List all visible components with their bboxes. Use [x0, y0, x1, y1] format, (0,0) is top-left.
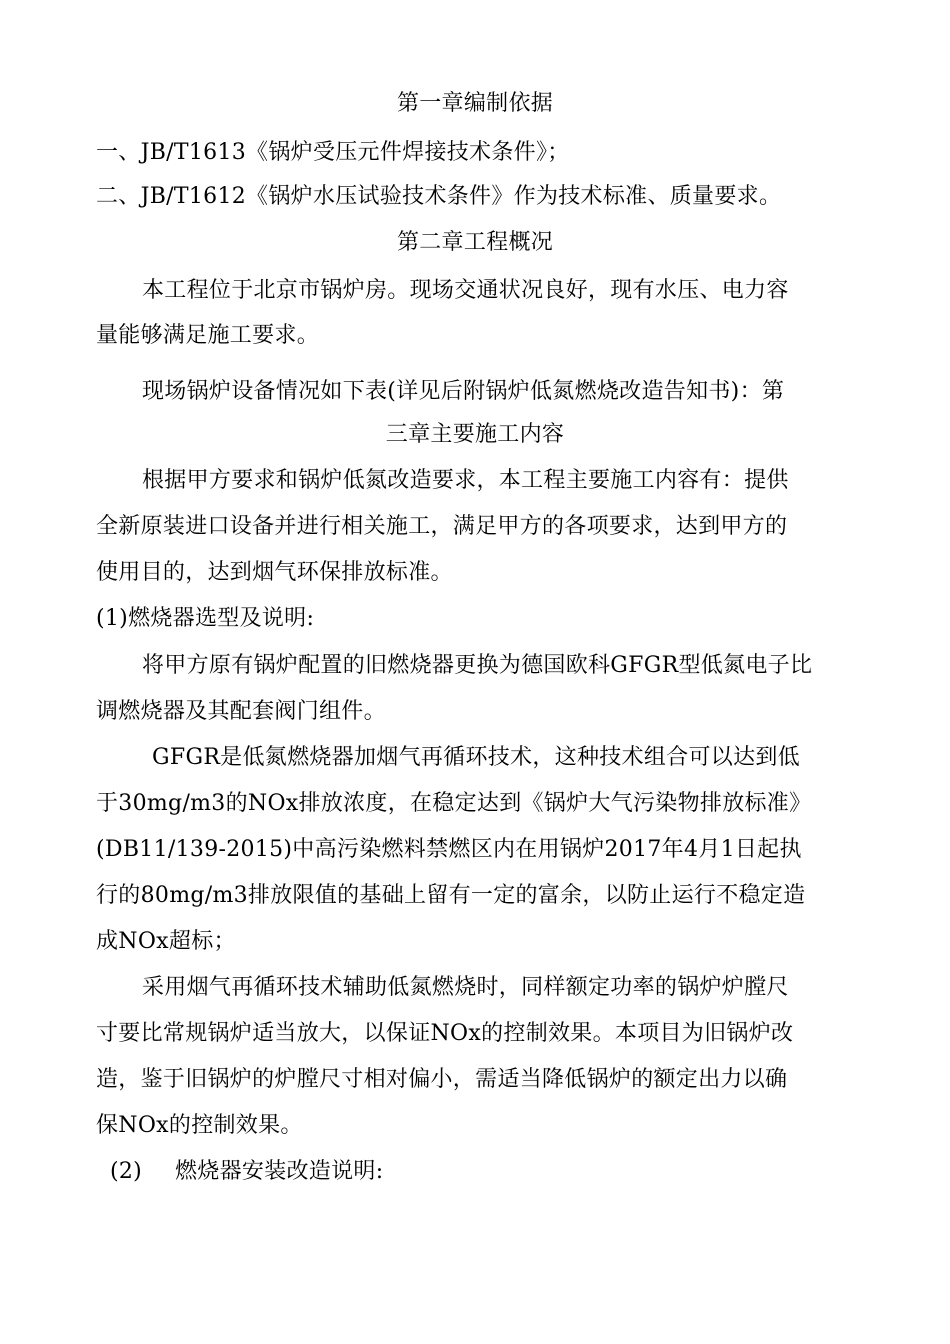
equipment-line-1: 现场锅炉设备情况如下表(详见后附锅炉低氮燃烧改造告知书)：第 — [142, 379, 785, 404]
basis-item-1: 一、JB/T1613《锅炉受压元件焊接技术条件》； — [96, 140, 570, 165]
subsection-2-title: 燃烧器安装改造说明: — [175, 1159, 384, 1184]
gfgr-line-4: 行的80mg/m3排放限值的基础上留有一定的富余，以防止运行不稳定造 — [96, 883, 806, 908]
content-line-1: 根据甲方要求和锅炉低氮改造要求，本工程主要施工内容有：提供 — [142, 468, 789, 493]
gfgr-line-5: 成NOx超标； — [96, 929, 236, 954]
replace-line-2: 调燃烧器及其配套阀门组件。 — [96, 699, 386, 724]
chapter-3-heading: 三章主要施工内容 — [385, 422, 565, 447]
fgr-line-2: 寸要比常规锅炉适当放大，以保证NOx的控制效果。本项目为旧锅炉改 — [96, 1021, 794, 1046]
fgr-line-3: 造，鉴于旧锅炉的炉膛尺寸相对偏小，需适当降低锅炉的额定出力以确 — [96, 1067, 788, 1092]
chapter-2-heading: 第二章工程概况 — [396, 230, 554, 255]
fgr-line-1: 采用烟气再循环技术辅助低氮燃烧时，同样额定功率的锅炉炉膛尺 — [142, 975, 789, 1000]
fgr-line-4: 保NOx的控制效果。 — [96, 1113, 303, 1138]
content-line-2: 全新原装进口设备并进行相关施工，满足甲方的各项要求，达到甲方的 — [96, 514, 788, 539]
replace-line-1: 将甲方原有锅炉配置的旧燃烧器更换为德国欧科GFGR型低氮电子比 — [142, 653, 813, 678]
overview-line-2: 量能够满足施工要求。 — [96, 323, 320, 348]
subsection-2-number: (2) — [110, 1159, 143, 1184]
gfgr-line-2: 于30mg/m3的NOx排放浓度，在稳定达到《锅炉大气污染物排放标准》 — [96, 791, 812, 816]
subsection-1-title: (1)燃烧器选型及说明: — [96, 606, 315, 631]
overview-line-1: 本工程位于北京市锅炉房。现场交通状况良好，现有水压、电力容 — [142, 278, 789, 303]
gfgr-line-3: (DB11/139-2015)中高污染燃料禁燃区内在用锅炉2017年4月1日起执 — [96, 837, 802, 862]
gfgr-line-1: GFGR是低氮燃烧器加烟气再循环技术，这种技术组合可以达到低 — [152, 745, 800, 770]
chapter-1-heading: 第一章编制依据 — [396, 91, 554, 116]
content-line-3: 使用目的，达到烟气环保排放标准。 — [96, 560, 453, 585]
basis-item-2: 二、JB/T1612《锅炉水压试验技术条件》作为技术标准、质量要求。 — [96, 184, 782, 209]
